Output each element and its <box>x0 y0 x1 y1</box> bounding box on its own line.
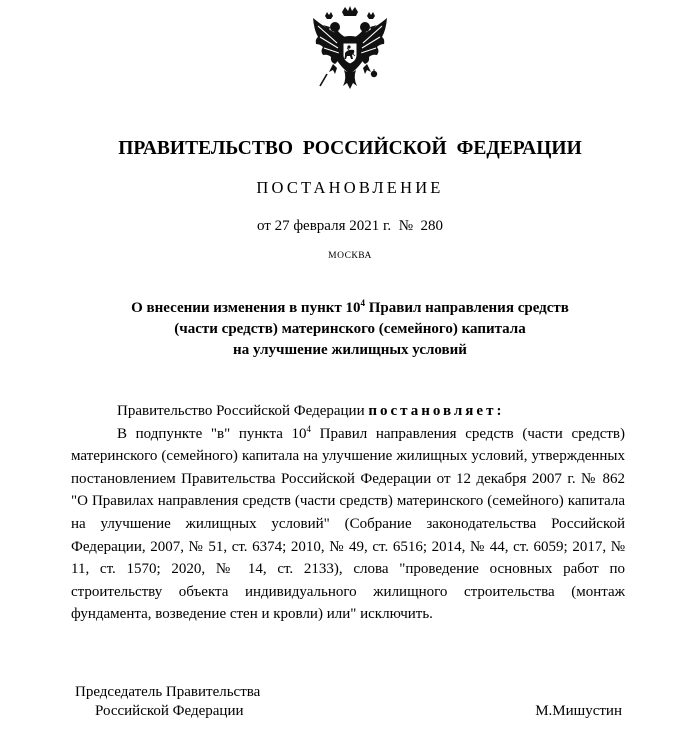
heading-line-3: на улучшение жилищных условий <box>233 342 467 358</box>
amendment-paragraph: В подпункте "в" пункта $10^4$ Правил направления средств (части средств) материнского (семейного) капитала на улучшение жилищных условий, утвержденных постановлением Правительства Российской Федерации от 12 декабря 2007 г. № 862 "О Правилах направления средств (части средств) материнского (семейного) капитала на улучшение жилищных условий" (Собрание законодательства Российской Федерации, 2007, № 51, ст. 6374; 2010, № 49, ст. 6516; 2014, № 44, ст. 6059; 2017, № 11, ст. 1570; 2020, № 14, ст. 2133), слова "проведение основных работ по строительству объекта индивидуального жилищного строительства (монтаж фундамента, возведение стен и кровли) или" исключить. <box>71 423 625 623</box>
government-title: ПРАВИТЕЛЬСТВО РОССИЙСКОЙ ФЕДЕРАЦИИ <box>118 138 582 159</box>
number-sign: № <box>398 218 413 234</box>
document-body <box>71 400 625 626</box>
signatory-name: М.Мишустин <box>535 703 622 719</box>
heading-line-2: (части средств) материнского (семейного) капитала <box>174 321 526 337</box>
decree-verb: постановляет: <box>368 403 505 419</box>
document-number: 280 <box>420 218 443 234</box>
heading-line-1: О внесении изменения в пункт $10^4$ Правил направления средств <box>131 298 569 316</box>
intro-paragraph: Правительство Российской Федерации постановляет: <box>117 403 505 419</box>
signatory-title-line-2: Российской Федерации <box>95 703 244 719</box>
document-heading <box>80 298 620 361</box>
state-emblem-icon <box>311 6 389 90</box>
document-date-number <box>0 219 700 234</box>
document-city: МОСКВА <box>328 251 372 261</box>
document-type: ПОСТАНОВЛЕНИЕ <box>256 178 444 197</box>
signatory-title <box>75 683 260 721</box>
signatory-title-line-1: Председатель Правительства <box>75 684 261 700</box>
document-date: от 27 февраля 2021 г. <box>256 218 392 234</box>
